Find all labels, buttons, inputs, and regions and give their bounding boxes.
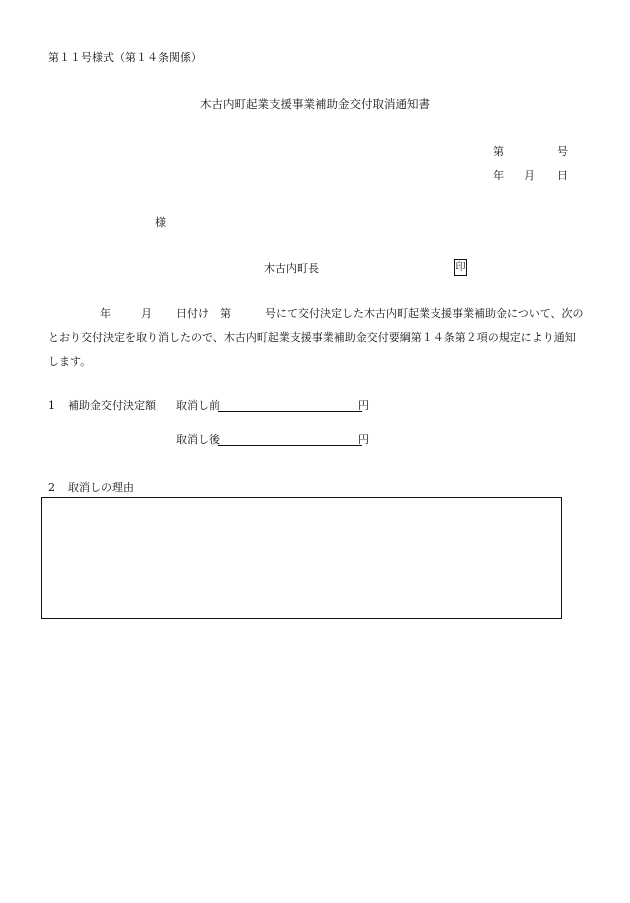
form-number: 第１１号様式（第１４条関係） [48, 51, 202, 64]
after-cancel-amount-line[interactable] [218, 431, 362, 446]
body-line-3: します。 [48, 355, 92, 368]
body-line-1-rest: 号にて交付決定した木古内町起業支援事業補助金について、次の [265, 307, 584, 320]
addressee-suffix: 様 [155, 216, 166, 229]
item-2-label: 取消しの理由 [68, 481, 134, 494]
body-month: 月 [141, 307, 152, 320]
before-cancel-yen: 円 [358, 399, 369, 412]
item-1-number: 1 [48, 399, 55, 412]
body-dated-number: 日付け 第 [176, 307, 231, 320]
date-day: 日 [557, 169, 568, 182]
reason-box[interactable] [41, 497, 562, 619]
item-1-label: 補助金交付決定額 [68, 399, 156, 412]
item-2-number: 2 [48, 481, 55, 494]
sender-name: 木古内町長 [264, 262, 319, 275]
body-line-2: とおり交付決定を取り消したので、木古内町起業支援事業補助金交付要綱第１４条第２項の規定により通知 [48, 331, 576, 344]
after-cancel-label: 取消し後 [176, 433, 220, 446]
seal-mark: 印 [454, 259, 467, 276]
date-month: 月 [524, 169, 535, 182]
after-cancel-yen: 円 [358, 433, 369, 446]
body-paragraph [48, 302, 584, 374]
document-title: 木古内町起業支援事業補助金交付取消通知書 [200, 97, 430, 111]
reference-go: 号 [557, 145, 568, 158]
body-year: 年 [100, 307, 111, 320]
date-year: 年 [493, 169, 504, 182]
before-cancel-amount-line[interactable] [218, 397, 362, 412]
before-cancel-label: 取消し前 [176, 399, 220, 412]
body-line-1 [48, 302, 584, 326]
reference-dai: 第 [493, 145, 504, 158]
